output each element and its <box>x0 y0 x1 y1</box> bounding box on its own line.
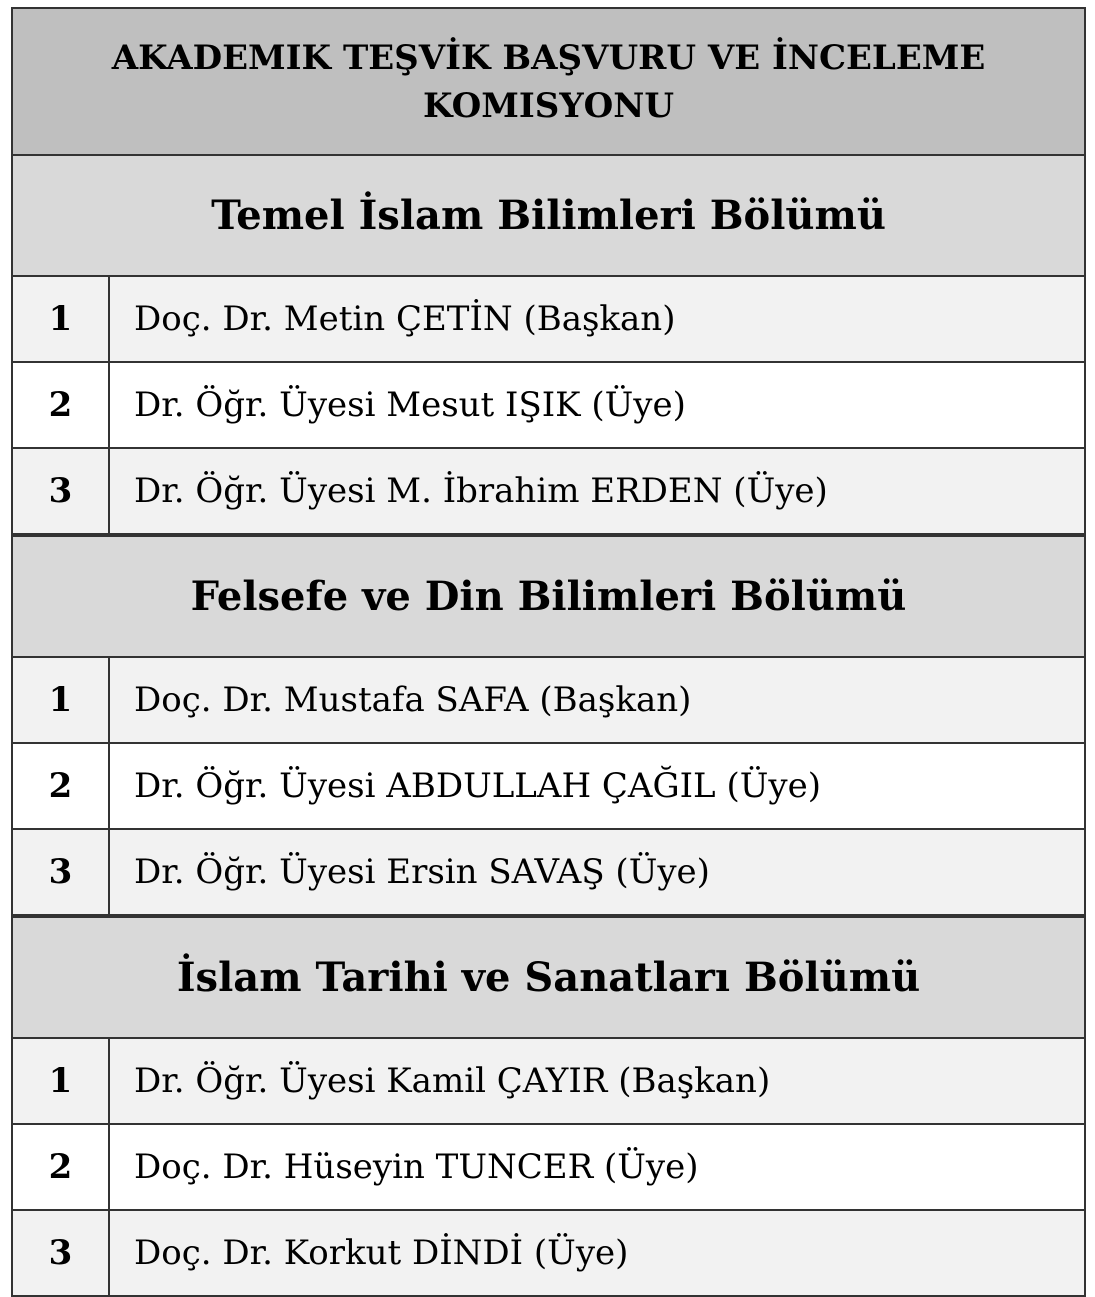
row-number: 3 <box>13 830 110 914</box>
table-title-line-2: KOMISYONU <box>423 85 674 126</box>
member-name: Dr. Öğr. Üyesi Kamil ÇAYIR (Başkan) <box>134 1061 771 1101</box>
member-name: Doç. Dr. Hüseyin TUNCER (Üye) <box>134 1147 699 1187</box>
table-row <box>13 1125 1084 1211</box>
table-row <box>13 1211 1084 1295</box>
table-row <box>13 744 1084 830</box>
member-name: Dr. Öğr. Üyesi ABDULLAH ÇAĞIL (Üye) <box>134 766 821 806</box>
member-name: Doç. Dr. Korkut DİNDİ (Üye) <box>134 1233 629 1273</box>
section-header: Felsefe ve Din Bilimleri Bölümü <box>13 535 1084 658</box>
table-row <box>13 1039 1084 1125</box>
table-row <box>13 277 1084 363</box>
commission-table <box>11 7 1086 1297</box>
section-header: İslam Tarihi ve Sanatları Bölümü <box>13 916 1084 1039</box>
table-row <box>13 449 1084 535</box>
table-row <box>13 830 1084 916</box>
table-title <box>13 9 1084 156</box>
member-name: Doç. Dr. Mustafa SAFA (Başkan) <box>134 680 692 720</box>
row-number: 2 <box>13 363 110 447</box>
member-name: Dr. Öğr. Üyesi Mesut IŞIK (Üye) <box>134 385 686 425</box>
section-header: Temel İslam Bilimleri Bölümü <box>13 156 1084 277</box>
table-title-line-1: AKADEMIK TEŞVİK BAŞVURU VE İNCELEME <box>111 37 986 78</box>
member-name: Doç. Dr. Metin ÇETİN (Başkan) <box>134 299 676 339</box>
row-number: 3 <box>13 1211 110 1295</box>
row-number: 2 <box>13 744 110 828</box>
row-number: 2 <box>13 1125 110 1209</box>
table-row <box>13 363 1084 449</box>
table-row <box>13 658 1084 744</box>
row-number: 3 <box>13 449 110 533</box>
row-number: 1 <box>13 277 110 361</box>
member-name: Dr. Öğr. Üyesi Ersin SAVAŞ (Üye) <box>134 852 710 892</box>
member-name: Dr. Öğr. Üyesi M. İbrahim ERDEN (Üye) <box>134 471 828 511</box>
row-number: 1 <box>13 658 110 742</box>
row-number: 1 <box>13 1039 110 1123</box>
